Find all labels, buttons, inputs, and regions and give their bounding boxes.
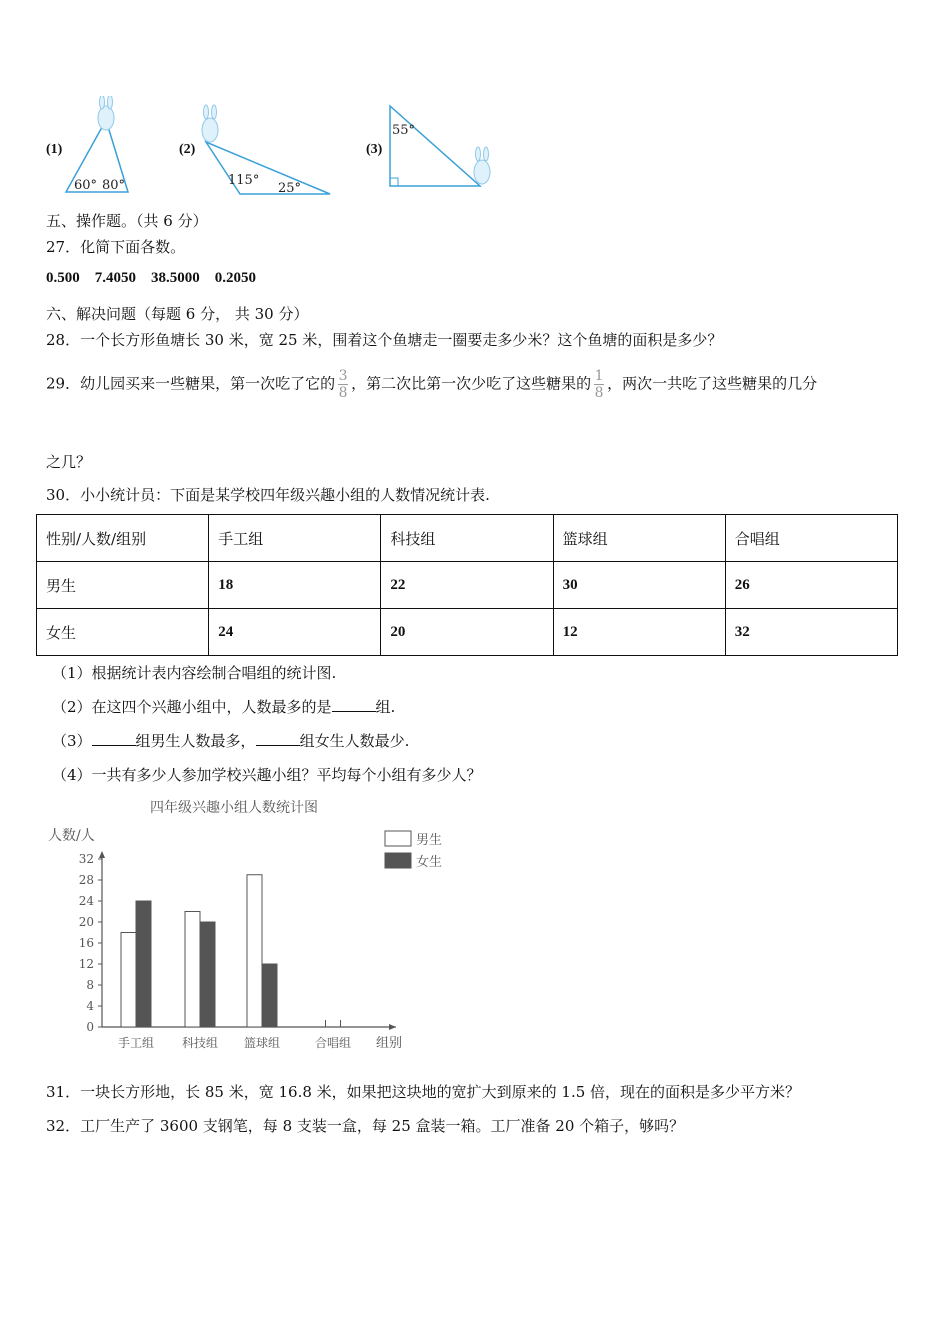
q27-text: 27．化简下面各数。 [46,238,186,256]
bar-boys [247,875,262,1027]
fraction-numerator: 1 [594,368,604,384]
q29-part4: 之几？ [46,453,92,471]
q30-sub3-suffix: 组女生人数最少. [299,732,410,750]
chart-bars [121,875,341,1027]
figure-3-angle: 55° [392,123,416,138]
legend-swatch-girls [385,853,411,868]
chart-x-label: 组别 [376,1036,403,1051]
y-tick-label: 28 [78,873,94,887]
answer-blank[interactable] [256,731,300,746]
table-cell: 26 [725,562,897,609]
figure-3-triangle [386,102,500,196]
figure-2-triangle [196,104,336,198]
answer-blank[interactable] [92,731,136,746]
section-5-title: 五、操作题。（共 6 分） [46,212,208,230]
rabbit-icon [98,96,114,130]
fraction-denominator: 8 [338,385,348,401]
q29-part3: ，两次一共吃了这些糖果的几分 [607,374,818,393]
table-row [37,609,898,656]
q27-number: 7.4050 [94,270,136,286]
x-category-label: 手工组 [117,1036,155,1050]
fraction-numerator: 3 [338,368,348,384]
table-cell: 20 [381,609,553,656]
figure-3-label: (3) [366,142,383,157]
q30-sub3-mid: 组男生人数最多， [135,732,256,750]
bar-girls [136,901,151,1027]
q32-text: 32．工厂生产了 3600 支钢笔，每 8 支装一盒，每 25 盒装一箱。工厂准备 20 个箱子，够吗？ [46,1117,685,1135]
x-category-label: 科技组 [181,1036,219,1050]
y-axis-arrow [99,851,105,858]
table-header-cell: 篮球组 [553,515,725,562]
q30-intro: 30．小小统计员：下面是某学校四年级兴趣小组的人数情况统计表. [46,486,490,504]
figure-2-angle-b: 25° [278,181,302,196]
fraction-1-8 [594,368,604,401]
q29-line [46,368,817,401]
q30-sub3 [52,730,409,751]
figure-2-angle-a: 115° [228,173,260,188]
q29-part1: 29．幼儿园买来一些糖果，第一次吃了它的 [46,374,336,393]
table-cell: 12 [553,609,725,656]
q27-number: 0.2050 [214,270,256,286]
chart-x-labels [118,1035,351,1050]
bar-girls [200,922,215,1027]
q30-sub2-text: （2）在这四个兴趣小组中，人数最多的是 [52,698,332,716]
table-cell: 男生 [37,562,209,609]
q30-sub2 [52,696,395,717]
bar-chart [40,794,470,1056]
legend-label-girls: 女生 [416,855,443,870]
y-tick-label: 20 [78,915,94,929]
table-cell: 30 [553,562,725,609]
chart-y-ticks [79,852,102,1034]
statistics-table [36,514,898,656]
x-axis-arrow [389,1024,396,1030]
q27-number: 38.5000 [151,270,200,286]
table-cell: 22 [381,562,553,609]
answer-blank[interactable] [332,697,376,712]
q30-sub3-prefix: （3） [52,732,92,750]
chart-title: 四年级兴趣小组人数统计图 [150,800,318,816]
y-tick-label: 12 [78,957,94,971]
legend-swatch-boys [385,831,411,846]
y-tick-label: 32 [78,852,94,866]
table-cell: 24 [209,609,381,656]
x-category-label: 合唱组 [314,1036,352,1050]
bar-boys [185,912,200,1028]
y-tick-label: 0 [86,1020,94,1034]
table-header-cell: 性别/人数/组别 [37,515,209,562]
chart-legend [385,831,442,870]
q27-number: 0.500 [46,270,80,286]
rabbit-icon [202,105,218,142]
table-header-cell: 手工组 [209,515,381,562]
q30-sub2-suffix: 组. [375,698,396,716]
fraction-3-8 [338,368,348,401]
table-header-cell: 科技组 [381,515,553,562]
figure-2-label: (2) [179,142,196,157]
y-tick-label: 16 [78,936,94,950]
y-tick-label: 8 [86,978,94,992]
q31-text: 31．一块长方形地，长 85 米，宽 16.8 米，如果把这块地的宽扩大到原来的 1.5 倍，现在的面积是多少平方米？ [46,1083,801,1101]
figure-1-angle-a: 60° [74,178,98,193]
q27-numbers [46,270,256,287]
figure-1-label: (1) [46,142,63,157]
figure-1-angle-b: 80° [102,178,126,193]
table-cell: 女生 [37,609,209,656]
x-category-label: 篮球组 [243,1036,281,1050]
section-6-title: 六、解决问题（每题 6 分， 共 30 分） [46,305,309,323]
y-tick-label: 24 [78,894,94,908]
table-row [37,562,898,609]
rabbit-icon [474,147,490,184]
q30-sub1: （1）根据统计表内容绘制合唱组的统计图. [52,664,337,682]
bar-girls [262,964,277,1027]
q30-sub4: （4）一共有多少人参加学校兴趣小组？平均每个小组有多少人？ [52,766,482,784]
fraction-denominator: 8 [594,385,604,401]
q29-part2: ，第二次比第一次少吃了这些糖果的 [351,374,592,393]
y-tick-label: 4 [86,999,94,1013]
table-cell: 18 [209,562,381,609]
table-header-cell: 合唱组 [725,515,897,562]
figure-1-triangle [62,96,142,196]
bar-boys [121,933,136,1028]
table-cell: 32 [725,609,897,656]
q28-text: 28．一个长方形鱼塘长 30 米，宽 25 米，围着这个鱼塘走一圈要走多少米？这个鱼塘的面积是多少？ [46,331,723,349]
chart-y-label: 人数/人 [48,828,95,844]
table-header-row [37,515,898,562]
legend-label-boys: 男生 [416,833,443,848]
